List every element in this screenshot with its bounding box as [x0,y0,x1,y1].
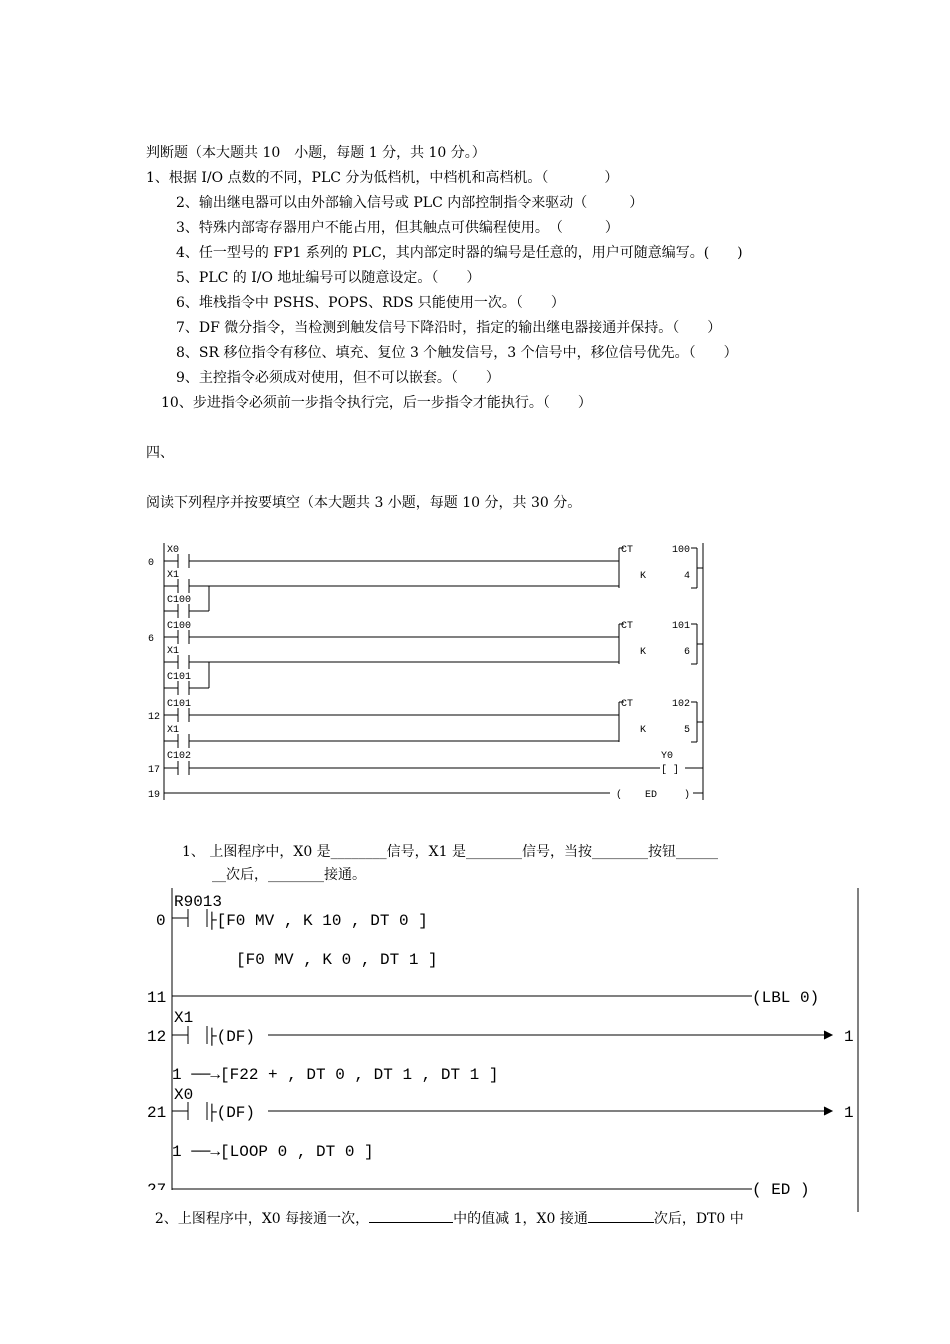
judge-item-4: 4、任一型号的 FP1 系列的 PLC，其内部定时器的编号是任意的，用户可随意编写。( ) [176,245,743,261]
judge-item-2: 2、输出继电器可以由外部输入信号或 PLC 内部控制指令来驱动（ ） [176,195,644,211]
counter-preset: 4 [684,571,691,582]
counter-preset: 6 [684,647,691,658]
question-1-line-2: __次后，________接通。 [212,867,366,883]
question-1-line-1: 1、 上图程序中，X0 是________信号，X1 是________信号，当按________按钮______ [182,844,719,860]
contact-label: X0 [174,1086,194,1104]
judge-item-3: 3、特殊内部寄存器用户不能占用，但其触点可供编程使用。 （ ） [176,220,619,236]
output-coil: [ ] [661,765,680,776]
judge-item-5: 5、PLC 的 I/O 地址编号可以随意设定。（ ） [176,270,481,286]
output-label: Y0 [661,751,674,762]
df-instruction: ├(DF) [207,1028,256,1046]
contact-label: X1 [167,646,180,657]
instruction-row: 1 ──→[F22 + , DT 0 , DT 1 , DT 1 ] [172,1066,499,1084]
contact-label: C101 [167,672,192,683]
counter-type: CT [621,621,634,632]
contact-label: C102 [167,751,192,762]
contact-label: C100 [167,595,192,606]
label-instruction: (LBL 0) [752,989,820,1007]
counter-number: 102 [672,699,691,710]
jump-target: 1 [844,1104,854,1122]
instruction-row: 1 ──→[LOOP 0 , DT 0 ] [172,1143,374,1161]
step-number: 12 [147,1028,167,1046]
contact-label: X1 [174,1009,194,1027]
step-number: 0 [148,558,155,569]
judge-item-9: 9、主控指令必须成对使用，但不可以嵌套。（ ） [176,370,500,386]
step-number: 0 [156,912,166,930]
end-open: ( [616,790,623,801]
counter-type: CT [621,699,634,710]
counter-number: 101 [672,621,691,632]
jump-target: 1 [844,1028,854,1046]
counter-type: CT [621,545,634,556]
section-heading: 阅读下列程序并按要填空（本大题共 3 小题，每题 10 分，共 30 分。 [146,495,582,511]
question-2 [146,1190,748,1228]
judge-item-6: 6、堆栈指令中 PSHS、POPS、RDS 只能使用一次。（ ） [176,295,565,311]
counter-k: K [640,647,647,658]
answer-blank[interactable] [369,1208,453,1223]
contact-label: R9013 [174,893,223,911]
counter-preset: 5 [684,725,691,736]
end-close: ) [684,790,691,801]
contact-label: X1 [167,725,180,736]
counter-k: K [640,571,647,582]
instruction-row: ├[F0 MV , K 10 , DT 0 ] [207,912,428,930]
df-instruction: ├(DF) [207,1104,256,1122]
answer-blank[interactable] [588,1208,654,1223]
step-number: 21 [147,1104,167,1122]
judge-item-10: 10、步进指令必须前一步指令执行完，后一步指令才能执行。（ ） [161,395,592,411]
instruction-row: [F0 MV , K 0 , DT 1 ] [236,951,438,969]
question-2-mid-1: 中的值减 1，X0 接通 [453,1211,588,1227]
end-instruction: ( ED ) [752,1181,810,1199]
counter-k: K [640,725,647,736]
judge-heading: 判断题（本大题共 10 小题，每题 1 分，共 10 分。） [146,145,486,161]
step-number: 19 [148,790,161,801]
counter-number: 100 [672,545,691,556]
question-2-prefix: 2、上图程序中，X0 每接通一次， [154,1211,370,1227]
contact-label: C100 [167,621,192,632]
question-2-mid-2: 次后，DT0 中 [653,1211,744,1227]
step-number: 6 [148,634,155,645]
step-number: 11 [147,989,167,1007]
judge-item-1: 1、根据 I/O 点数的不同，PLC 分为低档机，中档机和高档机。（ ） [146,170,619,186]
contact-label: C101 [167,699,192,710]
judge-item-7: 7、DF 微分指令，当检测到触发信号下降沿时，指定的输出继电器接通并保持。（ ） [176,320,722,336]
step-number: 12 [148,712,161,723]
section-number: 四、 [146,445,174,461]
judge-item-8: 8、SR 移位指令有移位、填充、复位 3 个触发信号，3 个信号中，移位信号优先。（ ） [176,345,738,361]
end-label: ED [645,790,658,801]
contact-label: X1 [167,570,180,581]
contact-label: X0 [167,545,180,556]
step-number: 17 [148,765,161,776]
